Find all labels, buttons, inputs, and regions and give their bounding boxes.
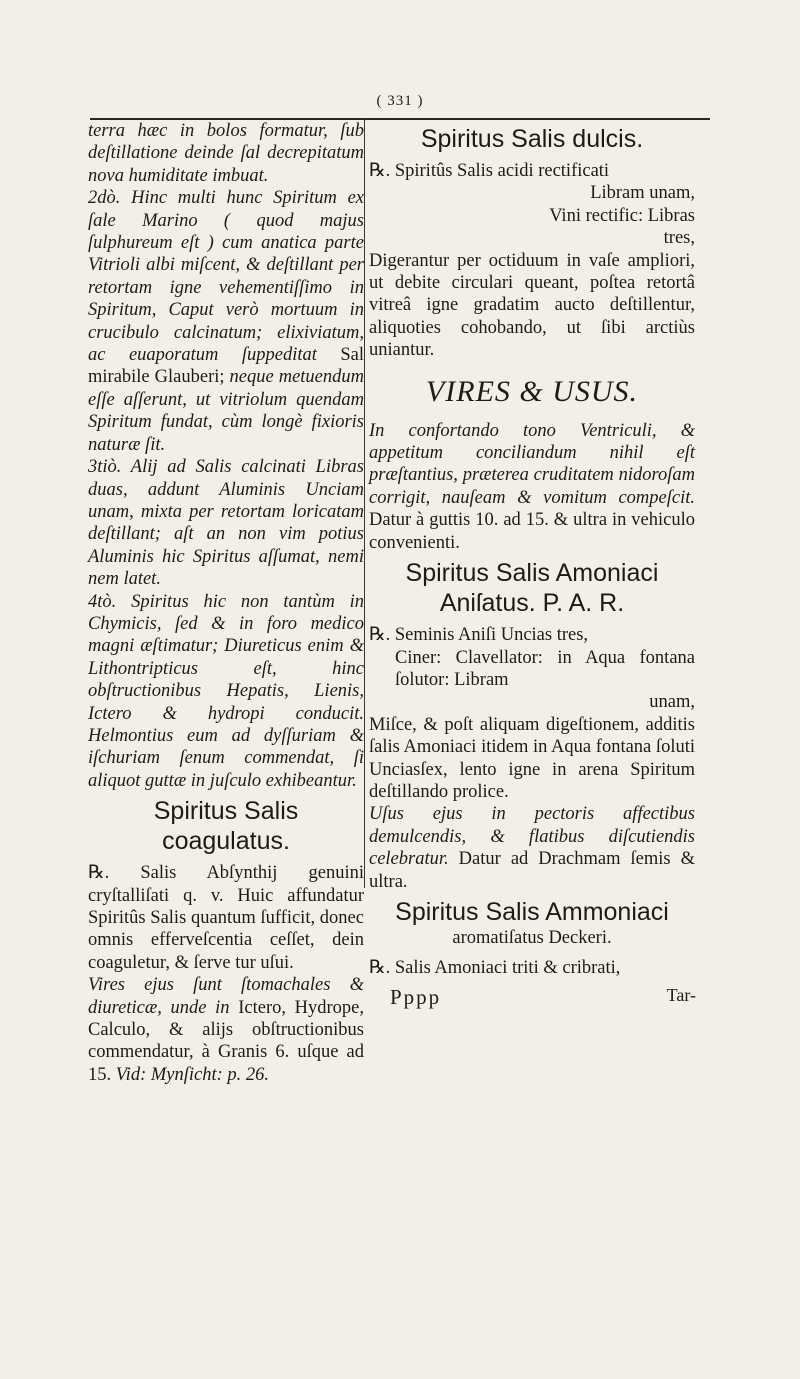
left-paragraph-2 [88, 187, 364, 456]
section-heading-amoniaci: Spiritus Salis Amoniaci Aniſatus. P. A. R. [405, 559, 659, 618]
right-paragraph-2 [369, 420, 695, 554]
vires-usus-heading: VIRES & USUS. [425, 374, 639, 408]
recipe-amoniaci-line-2: Ciner: Clavellator: in Aqua fontana ſolutor: Libram [395, 647, 695, 690]
section-heading-ammoniaci-aromatisatus: Spiritus Salis Ammoniaci [395, 897, 669, 926]
recipe-dulcis-line-1: ℞. Spiritûs Salis acidi rectificati [369, 161, 610, 181]
right-paragraph-1: Digerantur per octiduum in vaſe ampliori, ut debite circulari queant, poſtea retortâ vitreâ igne gradatim aucto deſtillentur, aliquoties cohobando, ut ſibi arctiùs uniantur. [369, 250, 695, 361]
catchword: Tar- [666, 985, 696, 1005]
vires-italic: Vires ejus ſunt ſtomachales & diureticæ, unde in [88, 975, 364, 1018]
vires-roman: Ictero, Hydrope, Calculo, & alijs obſtructionibus commendatur, à Granis 6. uſque ad 15. [88, 997, 365, 1085]
recipe-coagulatus: ℞. Salis Abſynthij genuini cryſtalliſati q. v. Huic affundatur Spiritûs Salis quantum ſufficit, donec omnis efferveſcentia ceſſet, dein coaguletur, & ſerve tur uſui. [88, 863, 364, 973]
left-paragraph-2-end: neque metuendum eſſe aſſerunt, ut vitriolum quendam Spiritum fundat, cùm longè fixioris naturæ ſit. [88, 367, 364, 455]
sal-mirabile-text: Sal mirabile Glauberi; [88, 345, 364, 388]
left-paragraph-2-text: 2dò. Hinc multi hunc Spiritum ex ſale Marino ( quod majus ſulphureum eſt ) cum anatica parte Vitrioli albi miſcent, & deſtillant per retortam igne vehementiſſimo in Spiritum, Caput verò mortuum in crucibulo calcinatum; elixiviatum, ac euaporatum ſuppeditat [88, 188, 364, 366]
left-paragraph-1: terra hæc in bolos formatur, ſub deſtillatione deinde ſal decrepitatum nova humiditate imbuat. [88, 121, 364, 186]
recipe-amoniaci-line-1: ℞. Seminis Aniſi Uncias tres, [369, 625, 589, 646]
right-paragraph-2-roman: Datur à guttis 10. ad 15. & ultra in vehiculo convenienti. [369, 510, 695, 553]
page-header [90, 93, 710, 122]
right-column [369, 120, 695, 980]
section-subheading-deckeri: aromatiſatus Deckeri. [452, 927, 612, 948]
left-paragraph-3: 3tiò. Alij ad Salis calcinati Libras duas, addunt Aluminis Unciam unam, mixta per retortam loricatam deſtillant; aſt an non vim potius Aluminis hic Spiritus aſſumat, nemi nem latet. [88, 457, 364, 590]
recipe-dulcis-line-2: Libram unam, [590, 183, 695, 204]
section-heading-coagulatus: Spiritus Salis coagulatus. [153, 797, 299, 856]
recipe-dulcis-line-3: Vini rectific: Libras [549, 205, 695, 226]
recipe-amoniaci-line-3: unam, [649, 692, 695, 713]
right-paragraph-3: Miſce, & poſt aliquam digeſtionem, additis ſalis Amoniaci itidem in Aqua fontana ſoluti Unciasſex, lento igne in arena Spiritum deſtillando prolice. [369, 714, 695, 802]
right-paragraph-2-italic: In confortando tono Ventriculi, & appetitum conciliandum nihil eſt præſtantius, præterea cruditatem nidoroſam corrigit, nauſeam & vomitum compeſcit. [369, 420, 695, 508]
left-paragraph-4: 4tò. Spiritus hic non tantùm in Chymicis, ſed & in foro medico magni æſtimatur; Diureticus enim & Lithontripticus eſt, hinc obſtructionibus Hepatis, Lienis, Ictero & hydropi conducit. Helmontius eum ad dyſſuriam & iſchuriam ſenum commendat, ſi aliquot guttæ in juſculo exhibeantur. [88, 591, 364, 791]
section-heading-dulcis: Spiritus Salis dulcis. [420, 125, 644, 153]
vires-paragraph [88, 974, 364, 1086]
right-paragraph-4 [369, 803, 695, 893]
left-column [88, 120, 364, 1086]
page-number: ( 331 ) [367, 93, 434, 109]
signature-mark: Pppp [390, 985, 442, 1009]
column-divider [364, 118, 365, 888]
reference-mynsicht: Vid: Mynſicht: p. 26. [115, 1064, 270, 1085]
right-paragraph-4-italic: Uſus ejus in pectoris affectibus demulcendis, & flatibus diſcutiendis celebratur. [369, 804, 695, 870]
right-paragraph-4-roman: Datur ad Drachmam ſemis & ultra. [369, 849, 695, 892]
recipe-aromatisatus-line-1: ℞. Salis Amoniaci triti & cribrati, [369, 958, 621, 979]
recipe-dulcis-line-4: tres, [663, 228, 695, 249]
